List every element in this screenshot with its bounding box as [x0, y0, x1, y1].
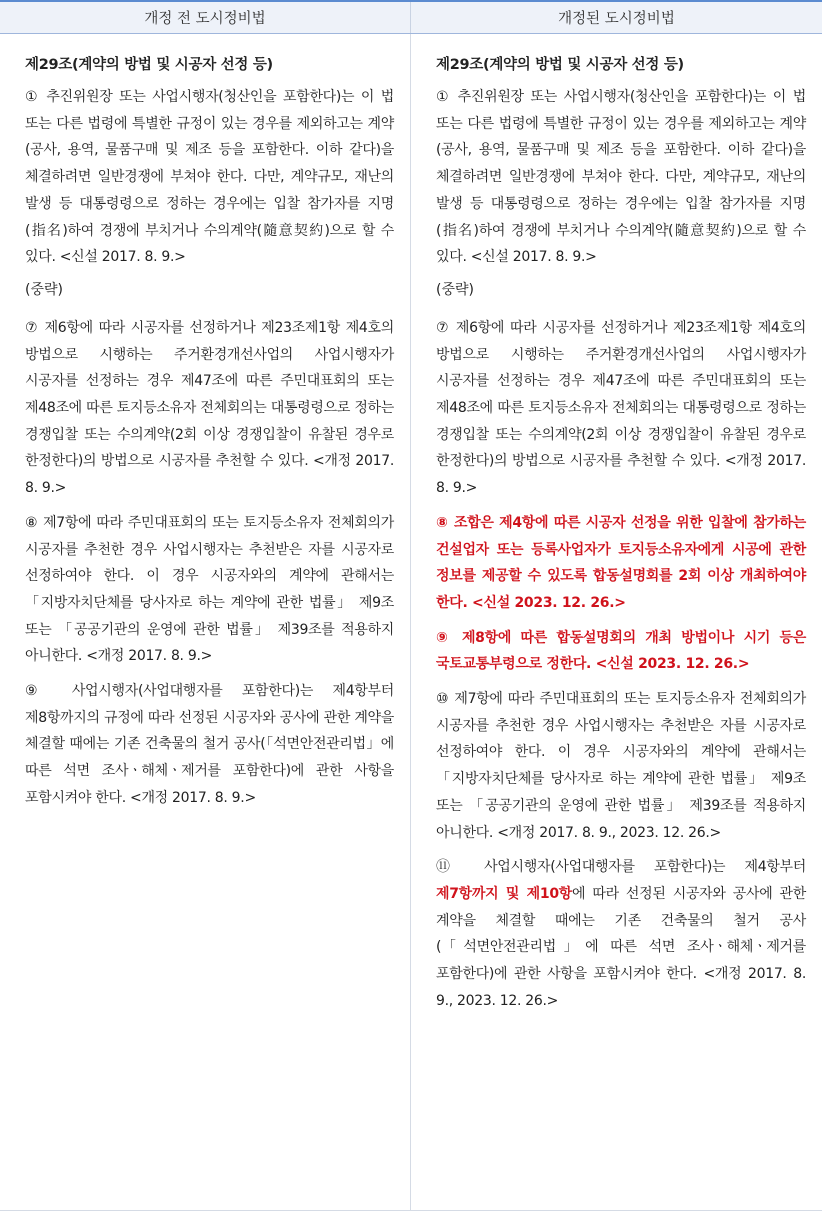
clause-11-part-b: 에 따라 선정된 시공자와 공사에 관한 계약을 체결할 때에는 기존 건축물의 철거 공사(「석면안전관리법」에 따른 석면 조사ㆍ해체ㆍ제거를 포함한다)에 관한 사항을 포함시켜야 한다. <개정 2017. 8. 9., 2023. 12. 26.>: [436, 885, 806, 1009]
header-after-amendment: 개정된 도시정비법: [558, 11, 675, 27]
clause-1: ① 추진위원장 또는 사업시행자(청산인을 포함한다)는 이 법 또는 다른 법령에 특별한 규정이 있는 경우를 제외하고는 계약(공사, 용역, 물품구매 및 제조 등을 포함한다. 이하 같다)을 체결하려면 일반경쟁에 부쳐야 한다. 다만, 계약규모, 재난의 발생 등 대통령령으로 정하는 경우에는 입찰 참가자를 지명(指名)하여 경쟁에 부치거나 수의계약(隨意契約)으로 할 수 있다. <신설 2017. 8. 9.>: [436, 89, 806, 266]
header-before-amendment: 개정 전 도시정비법: [0, 2, 411, 33]
article-title: 제29조(계약의 방법 및 시공자 선정 등): [436, 57, 684, 73]
column-after: [411, 34, 822, 1211]
clause-9: ⑨ 사업시행자(사업대행자를 포함한다)는 제4항부터 제8항까지의 규정에 따라 선정된 시공자와 공사에 관한 계약을 체결할 때에는 기존 건축물의 철거 공사(「석면안전관리법」에 따른 석면 조사ㆍ해체ㆍ제거를 포함한다)에 관한 사항을 포함시켜야 한다. <개정 2017. 8. 9.>: [25, 683, 394, 806]
clause-11-amended-text: 제7항까지 및 제10항: [436, 885, 572, 902]
clause-10: ⑩ 제7항에 따라 주민대표회의 또는 토지등소유자 전체회의가 시공자를 추천한 경우 사업시행자는 추천받은 자를 시공자로 선정하여야 한다. 이 경우 시공자와의 계약에 관해서는 「지방자치단체를 당사자로 하는 계약에 관한 법률」 제9조 또는 「공공기관의 운영에 관한 법률」 제39조를 적용하지 아니한다. <개정 2017. 8. 9., 2023. 12. 26.>: [436, 691, 806, 841]
column-before: [0, 34, 411, 1211]
clause-7: ⑦ 제6항에 따라 시공자를 선정하거나 제23조제1항 제4호의 방법으로 시행하는 주거환경개선사업의 사업시행자가 시공자를 선정하는 경우 제47조에 따른 주민대표회의 또는 제48조에 따른 토지등소유자 전체회의는 대통령령으로 정하는 경쟁입찰 또는 수의계약(2회 이상 경쟁입찰이 유찰된 경우로 한정한다)의 방법으로 시공자를 추천할 수 있다. <개정 2017. 8. 9.>: [436, 319, 806, 497]
clause-8-new: ⑧ 조합은 제4항에 따른 시공자 선정을 위한 입찰에 참가하는 건설업자 또는 등록사업자가 토지등소유자에게 시공에 관한 정보를 제공할 수 있도록 합동설명회를 2회 이상 개최하여야 한다. <신설 2023. 12. 26.>: [436, 514, 806, 611]
table-header: [0, 0, 822, 34]
clause-7: ⑦ 제6항에 따라 시공자를 선정하거나 제23조제1항 제4호의 방법으로 시행하는 주거환경개선사업의 사업시행자가 시공자를 선정하는 경우 제47조에 따른 주민대표회의 또는 제48조에 따른 토지등소유자 전체회의는 대통령령으로 정하는 경쟁입찰 또는 수의계약(2회 이상 경쟁입찰이 유찰된 경우로 한정한다)의 방법으로 시공자를 추천할 수 있다. <개정 2017. 8. 9.>: [25, 319, 394, 497]
clause-11-part-a: ⑪ 사업시행자(사업대행자를 포함한다)는 제4항부터: [436, 859, 806, 876]
omission-note: (중략): [436, 281, 474, 298]
omission-note: (중략): [25, 281, 63, 298]
clause-8: ⑧ 제7항에 따라 주민대표회의 또는 토지등소유자 전체회의가 시공자를 추천한 경우 사업시행자는 추천받은 자를 시공자로 선정하여야 한다. 이 경우 시공자와의 계약에 관해서는 「지방자치단체를 당사자로 하는 계약에 관한 법률」 제9조 또는 「공공기관의 운영에 관한 법률」 제39조를 적용하지 아니한다. <개정 2017. 8. 9.>: [25, 514, 394, 665]
clause-11: [436, 854, 806, 1014]
clause-9-new: ⑨ 제8항에 따른 합동설명회의 개최 방법이나 시기 등은 국토교통부령으로 정한다. <신설 2023. 12. 26.>: [436, 629, 806, 673]
article-title: 제29조(계약의 방법 및 시공자 선정 등): [25, 57, 273, 73]
clause-1: ① 추진위원장 또는 사업시행자(청산인을 포함한다)는 이 법 또는 다른 법령에 특별한 규정이 있는 경우를 제외하고는 계약(공사, 용역, 물품구매 및 제조 등을 포함한다. 이하 같다)을 체결하려면 일반경쟁에 부쳐야 한다. 다만, 계약규모, 재난의 발생 등 대통령령으로 정하는 경우에는 입찰 참가자를 지명(指名)하여 경쟁에 부치거나 수의계약(隨意契約)으로 할 수 있다. <신설 2017. 8. 9.>: [25, 89, 394, 266]
